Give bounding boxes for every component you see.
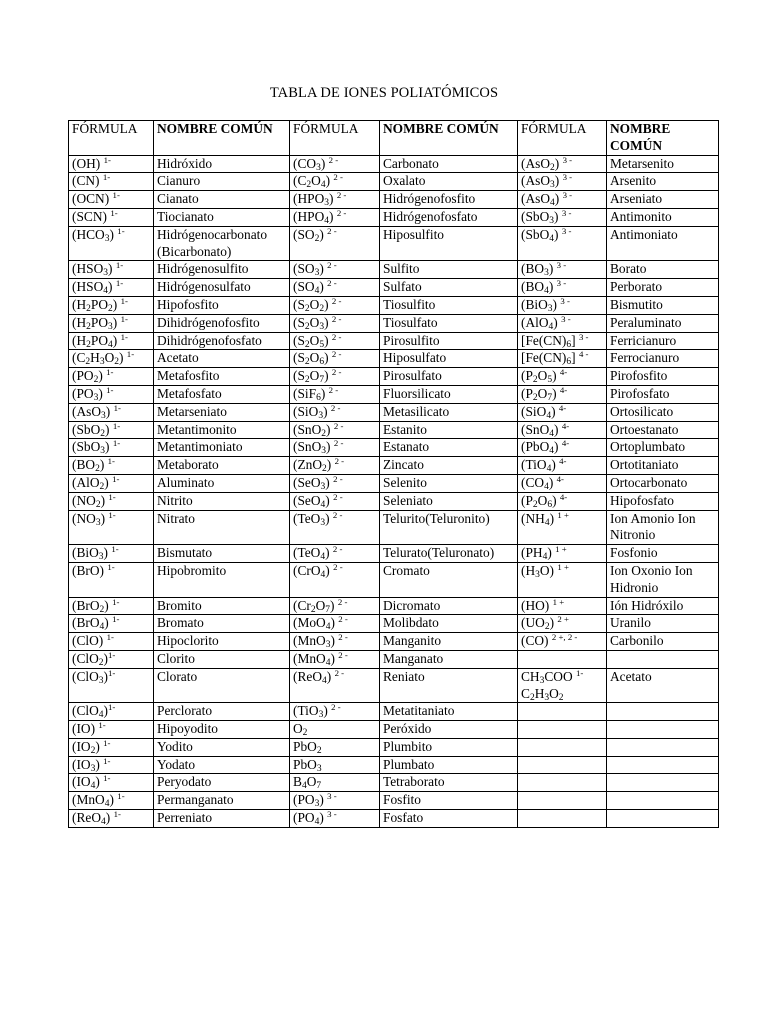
- name-cell: Fosfito: [380, 792, 518, 810]
- name-cell: Dihidrógenofosfito: [154, 314, 290, 332]
- name-cell: Tetraborato: [380, 774, 518, 792]
- formula-cell: [518, 774, 607, 792]
- name-cell: [607, 810, 719, 828]
- formula-cell: $(C_2H_3O_2)$ $^{1-}$: [69, 350, 154, 368]
- formula-cell: $(C_2O_4)$ $^{2 -}$: [290, 173, 380, 191]
- name-cell: Dicromato: [380, 597, 518, 615]
- table-row: [69, 810, 719, 828]
- formula-cell: $(HPO_4)$ $^{2 -}$: [290, 208, 380, 226]
- name-cell: Arsenito: [607, 173, 719, 191]
- header-formula-1: FÓRMULA: [69, 121, 154, 156]
- formula-cell: (OCN) $^{1-}$: [69, 191, 154, 209]
- name-cell: Pirofosfato: [607, 385, 719, 403]
- table-row: [69, 668, 719, 703]
- name-cell: Ortocarbonato: [607, 474, 719, 492]
- name-cell: Arseniato: [607, 191, 719, 209]
- name-cell: Fosfonio: [607, 545, 719, 563]
- name-cell: Oxalato: [380, 173, 518, 191]
- name-cell: Pirosulfato: [380, 368, 518, 386]
- formula-cell: $(BO_4)$ $^{3 -}$: [518, 279, 607, 297]
- name-cell: Acetato: [154, 350, 290, 368]
- name-cell: [607, 756, 719, 774]
- name-cell: Peryodato: [154, 774, 290, 792]
- table-row: [69, 403, 719, 421]
- formula-cell: $(HSO_3)$ $^{1-}$: [69, 261, 154, 279]
- name-cell: Tiosulfito: [380, 296, 518, 314]
- formula-cell: $(S_2O_7)$ $^{2 -}$: [290, 368, 380, 386]
- formula-cell: $(PO_4)$ $^{3 -}$: [290, 810, 380, 828]
- table-row: [69, 226, 719, 261]
- name-cell: Ferricianuro: [607, 332, 719, 350]
- formula-cell: (ReO$_4$) $^{2 -}$: [290, 668, 380, 703]
- table-row: [69, 474, 719, 492]
- name-cell: Yodato: [154, 756, 290, 774]
- name-cell: Clorato: [154, 668, 290, 703]
- formula-cell: (SnO$_2$) $^{2 -}$: [290, 421, 380, 439]
- formula-cell: $(UO_2)$ $^{2 +}$: [518, 615, 607, 633]
- name-cell: Hidróxido: [154, 155, 290, 173]
- table-row: [69, 279, 719, 297]
- formula-cell: $(S_2O_3)$ $^{2 -}$: [290, 314, 380, 332]
- name-cell: Antimoniato: [607, 226, 719, 261]
- name-cell: Metasilicato: [380, 403, 518, 421]
- table-row: [69, 421, 719, 439]
- name-cell: Bismutito: [607, 296, 719, 314]
- formula-cell: $(PO_2)$ $^{1-}$: [69, 368, 154, 386]
- formula-cell: (SbO$_3$) $^{1-}$: [69, 439, 154, 457]
- name-cell: Hidrógenofosfito: [380, 191, 518, 209]
- name-cell: Ferrocianuro: [607, 350, 719, 368]
- table-row: [69, 368, 719, 386]
- formula-cell: (BrO) $^{1-}$: [69, 562, 154, 597]
- formula-cell: [518, 650, 607, 668]
- formula-cell: (SiO$_4$) $^{4-}$: [518, 403, 607, 421]
- table-row: [69, 155, 719, 173]
- name-cell: Plumbito: [380, 738, 518, 756]
- name-cell: Molibdato: [380, 615, 518, 633]
- formula-cell: $(BO_3)$ $^{3 -}$: [518, 261, 607, 279]
- name-cell: Uranilo: [607, 615, 719, 633]
- formula-cell: (AsO$_3$) $^{1-}$: [69, 403, 154, 421]
- name-cell: [607, 703, 719, 721]
- name-cell: Hipoyodito: [154, 721, 290, 739]
- formula-cell: $(PH_4)$ $^{1 +}$: [518, 545, 607, 563]
- name-cell: Yodito: [154, 738, 290, 756]
- formula-cell: $(HSO_4)$ $^{1-}$: [69, 279, 154, 297]
- header-formula-2: FÓRMULA: [290, 121, 380, 156]
- table-row: [69, 597, 719, 615]
- name-cell: Ión Hidróxilo: [607, 597, 719, 615]
- name-cell: Perborato: [607, 279, 719, 297]
- name-cell: Manganato: [380, 650, 518, 668]
- polyatomic-ions-table: [68, 120, 719, 828]
- formula-cell: $(PO_3)$ $^{1-}$: [69, 385, 154, 403]
- name-cell: Borato: [607, 261, 719, 279]
- name-cell: [607, 738, 719, 756]
- name-cell: Hidrógenofosfato: [380, 208, 518, 226]
- formula-cell: $(CO_4)$ $^{4-}$: [518, 474, 607, 492]
- name-cell: Fluorsilicato: [380, 385, 518, 403]
- formula-cell: (ClO) $^{1-}$: [69, 633, 154, 651]
- name-cell: Reniato: [380, 668, 518, 703]
- formula-cell: (BrO$_2$) $^{1-}$: [69, 597, 154, 615]
- header-nombre-comun-1: NOMBRE COMÚN: [154, 121, 290, 156]
- name-cell: Metafosfito: [154, 368, 290, 386]
- table-row: [69, 792, 719, 810]
- formula-cell: (SeO$_3$) $^{2 -}$: [290, 474, 380, 492]
- table-row: [69, 510, 719, 545]
- name-cell: Metantimonito: [154, 421, 290, 439]
- formula-cell: (MnO$_3$) $^{2 -}$: [290, 633, 380, 651]
- name-cell: Aluminato: [154, 474, 290, 492]
- table-row: [69, 633, 719, 651]
- name-cell: Ion Oxonio Ion Hidronio: [607, 562, 719, 597]
- formula-cell: $(SO_4)$ $^{2 -}$: [290, 279, 380, 297]
- formula-cell: $CH_3COO$ $^{1-}$ $C_2H_3O_2$: [518, 668, 607, 703]
- name-cell: Plumbato: [380, 756, 518, 774]
- header-nombre-comun-3: NOMBRE COMÚN: [607, 121, 719, 156]
- table-row: [69, 721, 719, 739]
- table-row: [69, 332, 719, 350]
- formula-cell: (SCN) $^{1-}$: [69, 208, 154, 226]
- formula-cell: $(ClO_3)^{1-}$: [69, 668, 154, 703]
- name-cell: Estanito: [380, 421, 518, 439]
- formula-cell: (CrO$_4$) $^{2 -}$: [290, 562, 380, 597]
- name-cell: Peróxido: [380, 721, 518, 739]
- formula-cell: (SiF$_6$) $^{2 -}$: [290, 385, 380, 403]
- formula-cell: (OH) $^{1-}$: [69, 155, 154, 173]
- formula-cell: (TiO$_4$) $^{4-}$: [518, 457, 607, 475]
- name-cell: Hiposulfito: [380, 226, 518, 261]
- name-cell: Metarsenito: [607, 155, 719, 173]
- name-cell: Metatitaniato: [380, 703, 518, 721]
- table-row: [69, 208, 719, 226]
- table-row: [69, 261, 719, 279]
- formula-cell: (MoO$_4$) $^{2 -}$: [290, 615, 380, 633]
- formula-cell: $(NO_2)$ $^{1-}$: [69, 492, 154, 510]
- formula-cell: [518, 703, 607, 721]
- formula-cell: (TeO$_4$) $^{2 -}$: [290, 545, 380, 563]
- formula-cell: $(PO_3)$ $^{3 -}$: [290, 792, 380, 810]
- name-cell: Hipobromito: [154, 562, 290, 597]
- formula-cell: (BiO$_3$) $^{3 -}$: [518, 296, 607, 314]
- name-cell: Sulfito: [380, 261, 518, 279]
- formula-cell: $[Fe(CN)_6]$ $^{4 -}$: [518, 350, 607, 368]
- name-cell: Metarseniato: [154, 403, 290, 421]
- name-cell: [607, 792, 719, 810]
- formula-cell: (AlO$_2$) $^{1-}$: [69, 474, 154, 492]
- name-cell: [607, 774, 719, 792]
- name-cell: Ortosilicato: [607, 403, 719, 421]
- name-cell: Metantimoniato: [154, 439, 290, 457]
- formula-cell: $(BO_2)$ $^{1-}$: [69, 457, 154, 475]
- name-cell: Pirosulfito: [380, 332, 518, 350]
- name-cell: Telurito(Teluronito): [380, 510, 518, 545]
- table-row: [69, 173, 719, 191]
- name-cell: Bromito: [154, 597, 290, 615]
- name-cell: Ortoestanato: [607, 421, 719, 439]
- formula-cell: $O_2$: [290, 721, 380, 739]
- formula-cell: (SeO$_4$) $^{2 -}$: [290, 492, 380, 510]
- formula-cell: [518, 792, 607, 810]
- name-cell: Bismutato: [154, 545, 290, 563]
- formula-cell: (TeO$_3$) $^{2 -}$: [290, 510, 380, 545]
- formula-cell: (MnO$_4$) $^{1-}$: [69, 792, 154, 810]
- formula-cell: [518, 810, 607, 828]
- name-cell: Hipoclorito: [154, 633, 290, 651]
- name-cell: [607, 650, 719, 668]
- formula-cell: (AsO$_3$) $^{3 -}$: [518, 173, 607, 191]
- name-cell: Tiocianato: [154, 208, 290, 226]
- name-cell: Hiposulfato: [380, 350, 518, 368]
- table-row: [69, 703, 719, 721]
- name-cell: Seleniato: [380, 492, 518, 510]
- formula-cell: $(H_3O)$ $^{1 +}$: [518, 562, 607, 597]
- formula-cell: $(CO_3)$ $^{2 -}$: [290, 155, 380, 173]
- formula-cell: [518, 738, 607, 756]
- name-cell: Bromato: [154, 615, 290, 633]
- formula-cell: $(S_2O_6)$ $^{2 -}$: [290, 350, 380, 368]
- formula-cell: $(P_2O_5)$ $^{4-}$: [518, 368, 607, 386]
- name-cell: Hidrógenosulfato: [154, 279, 290, 297]
- formula-cell: (ZnO$_2$) $^{2 -}$: [290, 457, 380, 475]
- name-cell: Carbonato: [380, 155, 518, 173]
- table-row: [69, 191, 719, 209]
- name-cell: Permanganato: [154, 792, 290, 810]
- formula-cell: $(SO_2)$ $^{2 -}$: [290, 226, 380, 261]
- formula-cell: $(HPO_3)$ $^{2 -}$: [290, 191, 380, 209]
- name-cell: Peraluminato: [607, 314, 719, 332]
- formula-cell: $(H_2PO_2)$ $^{1-}$: [69, 296, 154, 314]
- name-cell: Antimonito: [607, 208, 719, 226]
- formula-cell: $(Cr_2O_7)$ $^{2 -}$: [290, 597, 380, 615]
- formula-cell: $(H_2PO_3)$ $^{1-}$: [69, 314, 154, 332]
- formula-cell: (BiO$_3$) $^{1-}$: [69, 545, 154, 563]
- table-row: [69, 756, 719, 774]
- name-cell: Zincato: [380, 457, 518, 475]
- formula-cell: $(ClO_4)^{1-}$: [69, 703, 154, 721]
- name-cell: Perreniato: [154, 810, 290, 828]
- name-cell: Fosfato: [380, 810, 518, 828]
- name-cell: Ortoplumbato: [607, 439, 719, 457]
- name-cell: Dihidrógenofosfato: [154, 332, 290, 350]
- table-row: [69, 350, 719, 368]
- formula-cell: (SiO$_3$) $^{2 -}$: [290, 403, 380, 421]
- formula-cell: $(P_2O_6)$ $^{4-}$: [518, 492, 607, 510]
- formula-cell: (SnO$_3$) $^{2 -}$: [290, 439, 380, 457]
- name-cell: Metaborato: [154, 457, 290, 475]
- name-cell: Ortotitaniato: [607, 457, 719, 475]
- formula-cell: $B_4O_7$: [290, 774, 380, 792]
- formula-cell: $(P_2O_7)$ $^{4-}$: [518, 385, 607, 403]
- formula-cell: $(IO_2)$ $^{1-}$: [69, 738, 154, 756]
- name-cell: Clorito: [154, 650, 290, 668]
- formula-cell: (IO) $^{1-}$: [69, 721, 154, 739]
- formula-cell: (CO) $^{2 +, 2 -}$: [518, 633, 607, 651]
- header-nombre-comun-2: NOMBRE COMÚN: [380, 121, 518, 156]
- table-row: [69, 738, 719, 756]
- table-row: [69, 457, 719, 475]
- formula-cell: (SbO$_3$) $^{3 -}$: [518, 208, 607, 226]
- table-row: [69, 439, 719, 457]
- formula-cell: (AsO$_2$) $^{3 -}$: [518, 155, 607, 173]
- formula-cell: [518, 721, 607, 739]
- table-row: [69, 492, 719, 510]
- formula-cell: (AsO$_4$) $^{3 -}$: [518, 191, 607, 209]
- table-row: [69, 615, 719, 633]
- name-cell: Sulfato: [380, 279, 518, 297]
- table-row: [69, 314, 719, 332]
- page-title: TABLA DE IONES POLIATÓMICOS: [269, 85, 499, 101]
- name-cell: Manganito: [380, 633, 518, 651]
- table-row: [69, 774, 719, 792]
- name-cell: Hidrógenocarbonato (Bicarbonato): [154, 226, 290, 261]
- formula-cell: $(IO_4)$ $^{1-}$: [69, 774, 154, 792]
- name-cell: Carbonilo: [607, 633, 719, 651]
- table-body: [69, 155, 719, 827]
- formula-cell: (SbO$_2$) $^{1-}$: [69, 421, 154, 439]
- formula-cell: (PbO$_4$) $^{4-}$: [518, 439, 607, 457]
- formula-cell: PbO$_3$: [290, 756, 380, 774]
- formula-cell: $(IO_3)$ $^{1-}$: [69, 756, 154, 774]
- formula-cell: $(SO_3)$ $^{2 -}$: [290, 261, 380, 279]
- name-cell: Pirofosfito: [607, 368, 719, 386]
- formula-cell: $(S_2O_5)$ $^{2 -}$: [290, 332, 380, 350]
- name-cell: Tiosulfato: [380, 314, 518, 332]
- formula-cell: (BrO$_4$) $^{1-}$: [69, 615, 154, 633]
- header-formula-3: FÓRMULA: [518, 121, 607, 156]
- formula-cell: (SnO$_4$) $^{4-}$: [518, 421, 607, 439]
- name-cell: Cianuro: [154, 173, 290, 191]
- name-cell: Metafosfato: [154, 385, 290, 403]
- formula-cell: (AlO$_4$) $^{3 -}$: [518, 314, 607, 332]
- formula-cell: $(H_2PO_4)$ $^{1-}$: [69, 332, 154, 350]
- name-cell: [607, 721, 719, 739]
- name-cell: Acetato: [607, 668, 719, 703]
- table-row: [69, 545, 719, 563]
- name-cell: Perclorato: [154, 703, 290, 721]
- formula-cell: $[Fe(CN)_6]$ $^{3 -}$: [518, 332, 607, 350]
- name-cell: Telurato(Teluronato): [380, 545, 518, 563]
- name-cell: Hipofosfito: [154, 296, 290, 314]
- formula-cell: $(NO_3)$ $^{1-}$: [69, 510, 154, 545]
- name-cell: Selenito: [380, 474, 518, 492]
- table-row: [69, 296, 719, 314]
- name-cell: Hipofosfato: [607, 492, 719, 510]
- table-header-row: [69, 121, 719, 156]
- formula-cell: (ReO$_4$) $^{1-}$: [69, 810, 154, 828]
- name-cell: Estanato: [380, 439, 518, 457]
- formula-cell: PbO$_2$: [290, 738, 380, 756]
- formula-cell: $(S_2O_2)$ $^{2 -}$: [290, 296, 380, 314]
- formula-cell: $(HCO_3)$ $^{1-}$: [69, 226, 154, 261]
- name-cell: Hidrógenosulfito: [154, 261, 290, 279]
- formula-cell: [518, 756, 607, 774]
- name-cell: Nitrito: [154, 492, 290, 510]
- name-cell: Ion Amonio Ion Nitronio: [607, 510, 719, 545]
- name-cell: Cromato: [380, 562, 518, 597]
- formula-cell: $(ClO_2)^{1-}$: [69, 650, 154, 668]
- formula-cell: $(NH_4)$ $^{1 +}$: [518, 510, 607, 545]
- name-cell: Nitrato: [154, 510, 290, 545]
- name-cell: Cianato: [154, 191, 290, 209]
- table-row: [69, 562, 719, 597]
- formula-cell: (SbO$_4$) $^{3 -}$: [518, 226, 607, 261]
- formula-cell: (TiO$_3$) $^{2 -}$: [290, 703, 380, 721]
- table-row: [69, 385, 719, 403]
- table-row: [69, 650, 719, 668]
- formula-cell: (HO) $^{1 +}$: [518, 597, 607, 615]
- formula-cell: (MnO$_4$) $^{2 -}$: [290, 650, 380, 668]
- formula-cell: (CN) $^{1-}$: [69, 173, 154, 191]
